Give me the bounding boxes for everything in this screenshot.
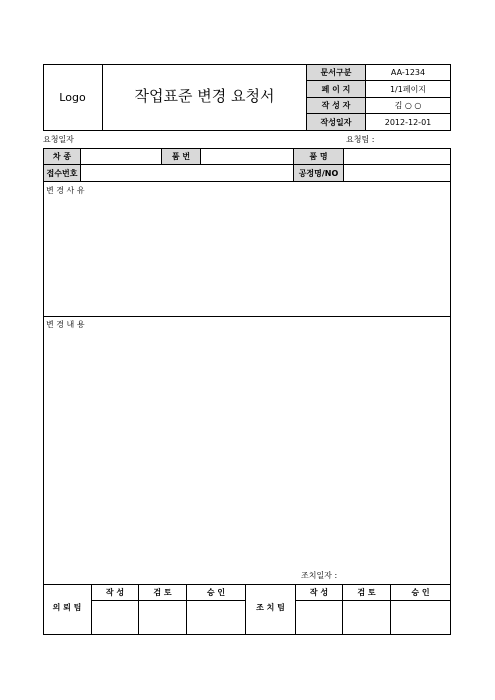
right-col-review: 검 토 <box>343 584 391 601</box>
process-name-value[interactable] <box>344 165 451 182</box>
info-label-page: 페 이 지 <box>306 81 366 98</box>
right-sign-approve[interactable] <box>391 601 451 635</box>
request-team-label: 요청팀 : <box>346 135 375 144</box>
left-sign-write[interactable] <box>91 601 139 635</box>
info-value-author: 김 ○ ○ <box>366 98 451 114</box>
part-name-label: 품 명 <box>294 148 344 165</box>
part-number-value[interactable] <box>201 148 294 165</box>
change-reason-label: 변 경 사 유 <box>46 186 85 195</box>
left-col-review: 검 토 <box>139 584 187 601</box>
left-sign-review[interactable] <box>139 601 187 635</box>
section-divider <box>43 316 451 317</box>
action-date-label: 조치일자 : <box>301 571 338 580</box>
right-sign-review[interactable] <box>343 601 391 635</box>
change-content-area[interactable] <box>44 332 450 568</box>
right-sign-write[interactable] <box>295 601 343 635</box>
receipt-number-value[interactable] <box>81 165 294 182</box>
info-label-date: 작성일자 <box>306 114 366 131</box>
part-name-value[interactable] <box>344 148 451 165</box>
info-value-doc-type: AA-1234 <box>366 64 451 81</box>
car-type-label: 차 종 <box>43 148 81 165</box>
right-col-approve: 승 인 <box>391 584 451 601</box>
change-reason-area[interactable] <box>44 198 450 316</box>
left-col-write: 작 성 <box>91 584 139 601</box>
part-number-label: 품 번 <box>162 148 201 165</box>
process-name-label: 공정명/NO <box>294 165 344 182</box>
info-value-page: 1/1페이지 <box>366 81 451 98</box>
action-team-label: 조 치 팀 <box>256 603 285 612</box>
requesting-team-label: 의 뢰 팀 <box>52 603 82 612</box>
request-date-label: 요청일자 <box>43 135 74 144</box>
info-label-author: 작 성 자 <box>306 98 366 114</box>
change-content-label: 변 경 내 용 <box>46 320 85 329</box>
right-col-write: 작 성 <box>295 584 343 601</box>
document-title: 작업표준 변경 요청서 <box>134 87 275 105</box>
info-value-date: 2012-12-01 <box>366 114 451 131</box>
left-sign-approve[interactable] <box>187 601 246 635</box>
info-label-doc-type: 문서구분 <box>306 64 366 81</box>
car-type-value[interactable] <box>81 148 162 165</box>
receipt-number-label: 접수번호 <box>43 165 81 182</box>
left-col-approve: 승 인 <box>187 584 246 601</box>
logo: Logo <box>59 91 86 104</box>
